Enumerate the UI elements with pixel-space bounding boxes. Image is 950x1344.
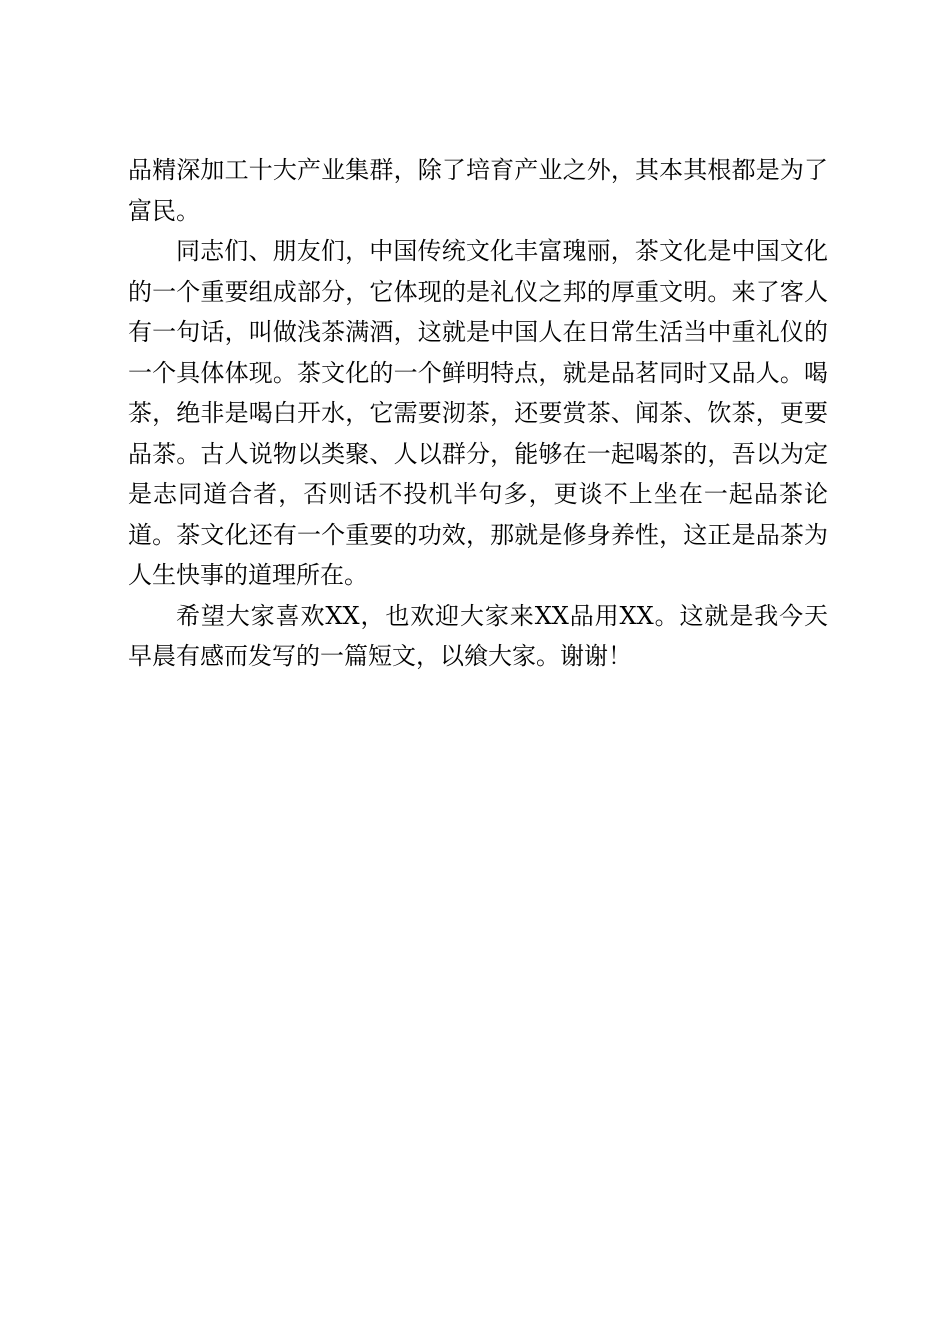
paragraph-tea-culture: 同志们、朋友们，中国传统文化丰富瑰丽，茶文化是中国文化的一个重要组成部分，它体现的是礼仪之邦的厚重文明。来了客人有一句话，叫做浅茶满酒，这就是中国人在日常生活当中重礼仪的一个具体体现。茶文化的一个鲜明特点，就是品茗同时又品人。喝茶，绝非是喝白开水，它需要沏茶，还要赏茶、闻茶、饮茶，更要品茶。古人说物以类聚、人以群分，能够在一起喝茶的，吾以为定是志同道合者，否则话不投机半句多，更谈不上坐在一起品茶论道。茶文化还有一个重要的功效，那就是修身养性，这正是品茶为人生快事的道理所在。	[128, 237, 828, 589]
document-body	[128, 150, 828, 677]
paragraph-continuation: 品精深加工十大产业集群，除了培育产业之外，其本其根都是为了富民。	[128, 156, 828, 225]
paragraph-closing: 希望大家喜欢XX，也欢迎大家来XX品用XX。这就是我今天早晨有感而发写的一篇短文，以飨大家。谢谢！	[128, 601, 828, 670]
